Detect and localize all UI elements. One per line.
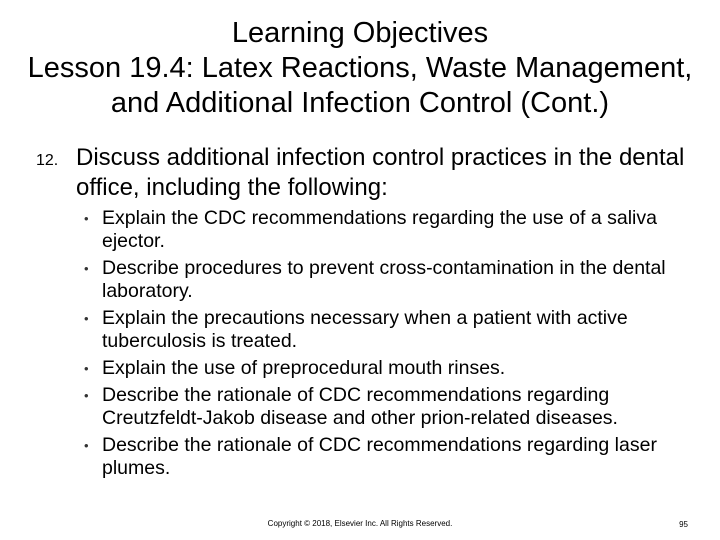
bullet-text: Explain the precautions necessary when a patient with active tuberculosis is treated. bbox=[102, 307, 628, 352]
list-item bbox=[84, 307, 702, 353]
slide-title bbox=[0, 16, 720, 121]
bullet-text: Explain the use of preprocedural mouth rinses. bbox=[102, 357, 506, 379]
bullet-icon: • bbox=[84, 361, 89, 376]
objective-text: Discuss additional infection control practices in the dental office, including the following: bbox=[76, 144, 685, 201]
list-item bbox=[84, 434, 702, 480]
title-line-2: Lesson 19.4: Latex Reactions, Waste Management, bbox=[27, 52, 693, 84]
objective-block bbox=[36, 143, 706, 484]
bullet-text: Describe procedures to prevent cross-contamination in the dental laboratory. bbox=[102, 257, 666, 302]
list-item bbox=[84, 257, 702, 303]
objective-number: 12. bbox=[36, 152, 59, 169]
copyright-footer: Copyright © 2018, Elsevier Inc. All Rights Reserved. bbox=[267, 519, 453, 528]
list-item bbox=[84, 357, 702, 380]
page-number: 95 bbox=[679, 520, 688, 529]
list-item bbox=[84, 384, 702, 430]
bullet-icon: • bbox=[84, 388, 89, 403]
bullet-icon: • bbox=[84, 261, 89, 276]
bullet-icon: • bbox=[84, 311, 89, 326]
bullet-icon: • bbox=[84, 438, 89, 453]
list-item bbox=[84, 207, 702, 253]
bullet-text: Describe the rationale of CDC recommendations regarding Creutzfeldt-Jakob disease and other prion-related diseases. bbox=[102, 384, 618, 429]
bullet-text: Explain the CDC recommendations regarding the use of a saliva ejector. bbox=[102, 207, 657, 252]
objective-bullet-list bbox=[84, 207, 702, 480]
title-line-1: Learning Objectives bbox=[231, 17, 489, 49]
bullet-text: Describe the rationale of CDC recommendations regarding laser plumes. bbox=[102, 434, 657, 479]
bullet-icon: • bbox=[84, 211, 89, 226]
title-line-3: and Additional Infection Control (Cont.) bbox=[110, 87, 610, 119]
